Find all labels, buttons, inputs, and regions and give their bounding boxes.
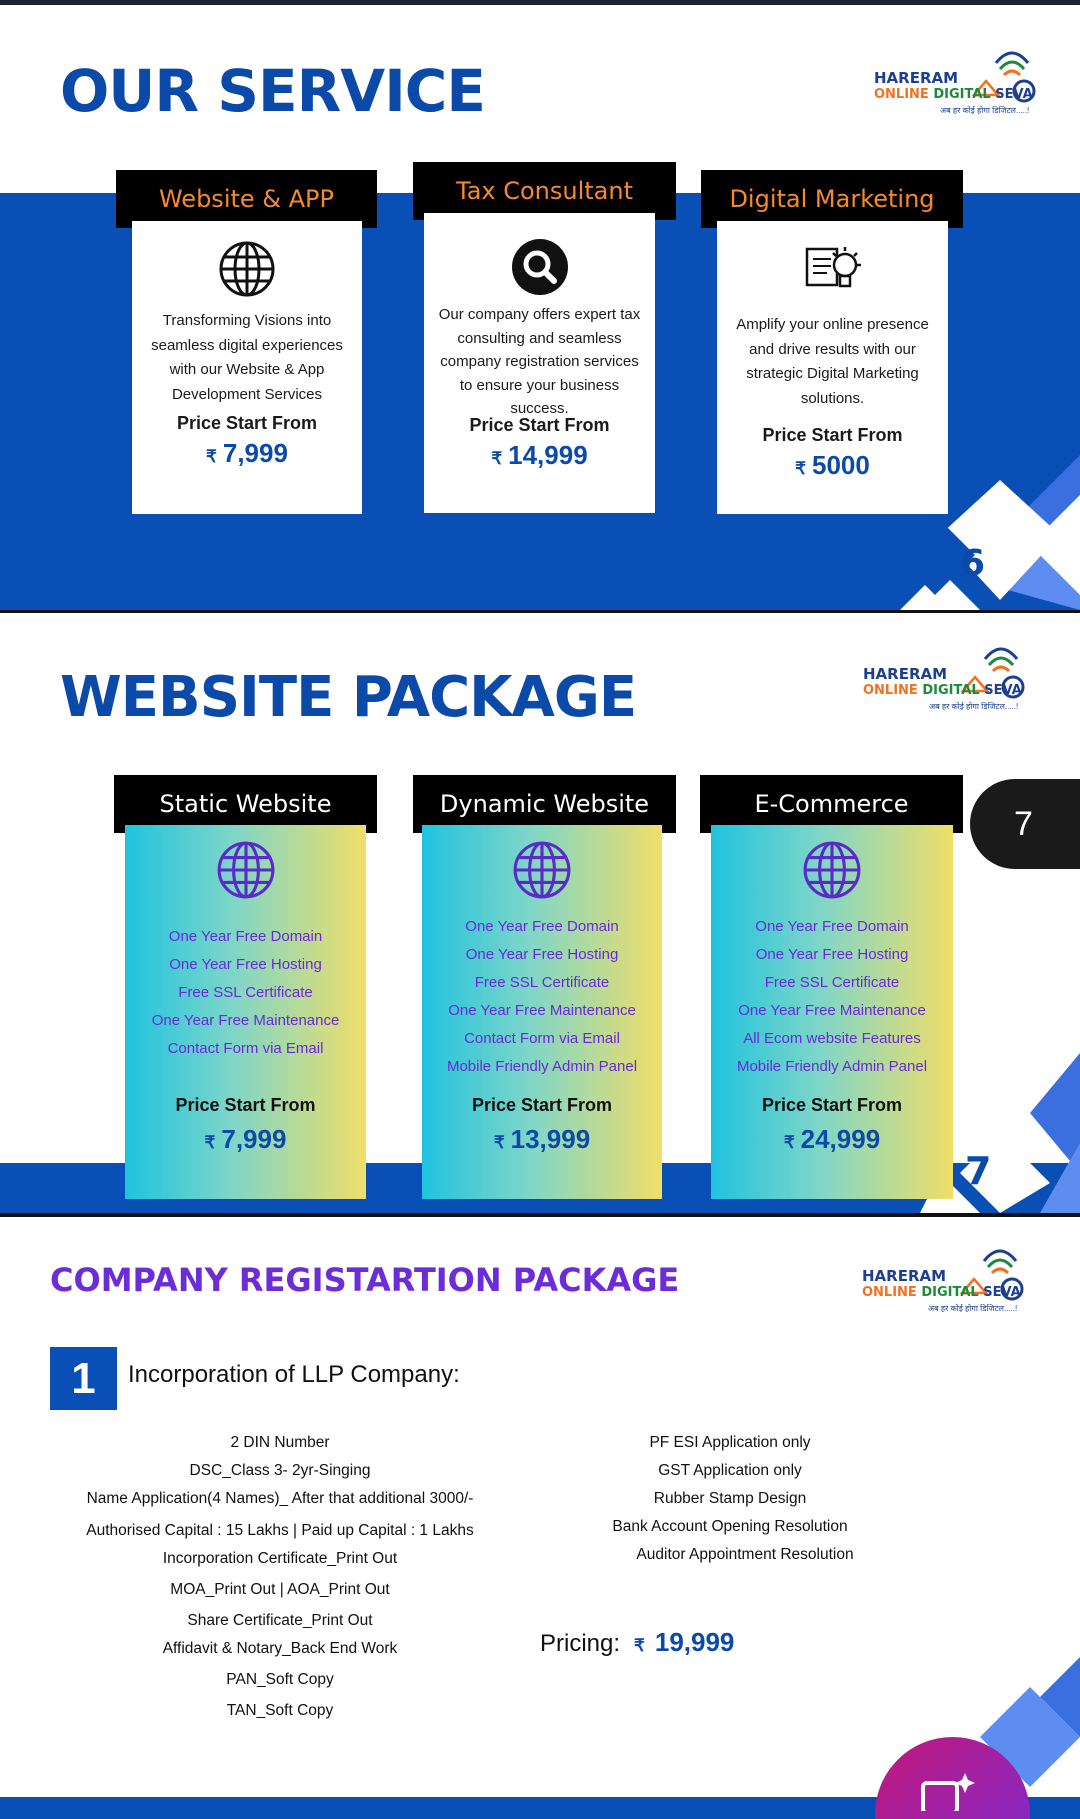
page-indicator-badge[interactable]: 7 [970,779,1080,869]
list-item: MOA_Print Out | AOA_Print Out [170,1581,390,1598]
price-value: ₹ 7,999 [206,438,288,468]
brand-logo: HARERAM ONLINE DIGITAL SEVA अब हर कोई होगा डिजिटल.....! [863,641,1043,721]
page-title: OUR SERVICE [60,57,485,125]
list-item: Affidavit & Notary_Back End Work [162,1640,398,1657]
list-item: All Ecom website Features [743,1030,921,1047]
card-description: Transforming Visions into seamless digital experiences with our Website & App Development Services [151,312,343,403]
card-description: Our company offers expert tax consulting and seamless company registration services to ensure your business success. [438,306,641,417]
price-label: Price Start From [471,1095,613,1115]
list-item: TAN_Soft Copy [226,1702,334,1719]
card-header-e-commerce: E-Commerce [700,775,963,833]
list-item: Mobile Friendly Admin Panel [446,1058,638,1075]
search-icon [510,237,570,297]
list-item: One Year Free Domain [465,918,619,935]
globe-icon [511,839,573,901]
price-value: ₹ 24,999 [783,1124,881,1154]
list-item: One Year Free Maintenance [448,1002,636,1019]
slide-company-registration [0,1217,1080,1819]
list-item: Rubber Stamp Design [653,1490,807,1507]
service-card-website-app [132,221,362,514]
lightbulb-idea-icon [803,239,863,299]
package-card-dynamic-website [422,825,662,1199]
price-label: Price Start From [761,1095,903,1115]
list-item: GST Application only [658,1462,802,1479]
card-header-digital-marketing: Digital Marketing [701,170,963,228]
price-label: Price Start From [175,1095,316,1115]
list-item: Bank Account Opening Resolution [612,1518,848,1535]
list-item: 2 DIN Number [230,1434,330,1451]
list-item: DSC_Class 3- 2yr-Singing [189,1462,371,1479]
feature-list [711,913,953,1081]
inclusions-list-right [580,1429,880,1569]
list-item: Share Certificate_Print Out [187,1612,373,1629]
service-card-digital-marketing [717,221,948,514]
list-item: PAN_Soft Copy [226,1671,334,1688]
page-number: 7 [965,1149,992,1193]
globe-icon [217,239,277,299]
list-item: Free SSL Certificate [474,974,610,991]
list-item: One Year Free Domain [168,928,323,945]
list-item: Authorised Capital : 15 Lakhs | Paid up Capital : 1 Lakhs [86,1522,474,1539]
card-header-tax-consultant: Tax Consultant [413,162,676,220]
price-label: Price Start From [469,414,610,435]
page-title: COMPANY REGISTARTION PACKAGE [50,1261,680,1299]
list-item: One Year Free Maintenance [151,1012,340,1029]
list-item: One Year Free Hosting [755,946,909,963]
price-value: ₹ 13,999 [493,1124,591,1154]
list-item: PF ESI Application only [649,1434,811,1451]
page-title: WEBSITE PACKAGE [60,665,637,730]
page-number: 6 [960,543,986,584]
list-item: One Year Free Domain [755,918,909,935]
brand-logo: HARERAM ONLINE DIGITAL SEVA अब हर कोई होगा डिजिटल.....! [862,1243,1042,1323]
feature-list [125,923,366,1063]
list-item: Free SSL Certificate [178,984,313,1001]
list-item: Mobile Friendly Admin Panel [736,1058,928,1075]
list-item: Incorporation Certificate_Print Out [162,1550,398,1567]
package-card-static-website [125,825,366,1199]
brand-logo: HARERAM ONLINE DIGITAL SEVA अब हर कोई होगा डिजिटल.....! [874,45,1054,125]
price-label: Price Start From [176,413,318,433]
pricing-value: 19,999 [654,1627,735,1657]
list-item: Contact Form via Email [464,1030,620,1047]
list-item: Contact Form via Email [167,1040,324,1057]
slide-website-package [0,613,1080,1217]
slide-our-service [0,5,1080,614]
list-item: Name Application(4 Names)_ After that additional 3000/- [86,1490,474,1507]
service-card-tax-consultant [424,213,655,513]
price-value: ₹ 7,999 [204,1124,287,1154]
magic-edit-icon [919,1771,979,1811]
pricing: Pricing: ₹ 19,999 [540,1627,735,1657]
feature-list [422,913,662,1081]
list-item: Auditor Appointment Resolution [636,1546,854,1563]
package-card-e-commerce [711,825,953,1199]
card-description: Amplify your online presence and drive results with our strategic Digital Marketing solutions. [736,316,929,407]
globe-icon [801,839,863,901]
inclusions-list-left [60,1429,500,1725]
card-header-website-app: Website & APP [116,170,377,228]
pricing-label: Pricing: [540,1630,621,1657]
globe-icon [215,839,277,901]
price-value: ₹ 14,999 [491,439,588,470]
card-header-static-website: Static Website [114,775,377,833]
card-header-dynamic-website: Dynamic Website [413,775,676,833]
list-item: One Year Free Hosting [465,946,619,963]
list-item: One Year Free Hosting [169,956,322,973]
section-title: Incorporation of LLP Company: [128,1361,460,1388]
list-item: Free SSL Certificate [764,974,900,991]
price-value: ₹ 5000 [795,450,870,480]
section-number: 1 [50,1347,117,1410]
price-label: Price Start From [762,425,903,445]
list-item: One Year Free Maintenance [738,1002,926,1019]
